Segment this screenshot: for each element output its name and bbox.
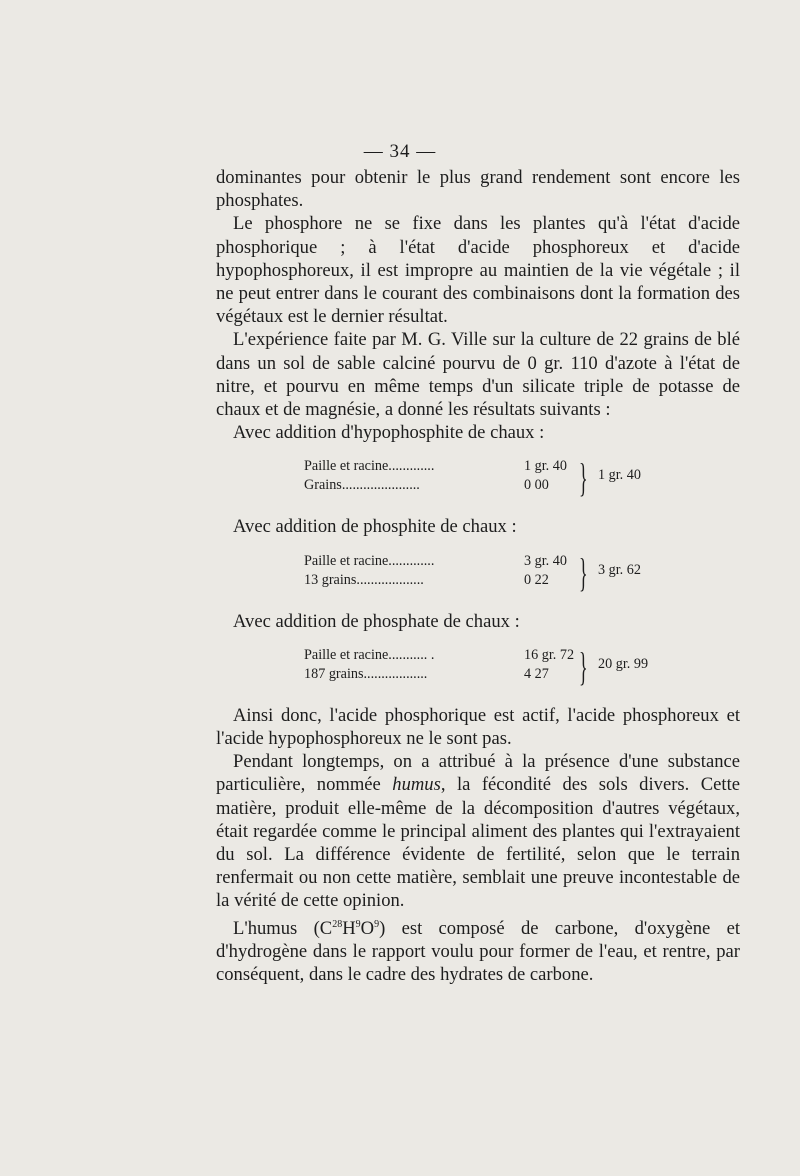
paragraph-4: Avec addition d'hypophosphite de chaux : [233, 422, 545, 444]
paragraph-6: Avec addition de phosphate de chaux : [233, 610, 520, 632]
paragraph-5: Avec addition de phosphite de chaux : [233, 516, 517, 538]
text-segment: Pendant longtemps, on a attribué à la présence d'une substance particulière, nommée [216, 751, 740, 796]
row-label: Grains...................... [304, 477, 420, 494]
paragraph-9 [216, 913, 740, 987]
row-label: Paille et racine............. [304, 458, 435, 475]
row-label: 187 grains.................. [304, 665, 428, 682]
text-segment: O [360, 917, 375, 939]
row-label: Paille et racine........... . [304, 646, 435, 663]
row-label: Paille et racine............. [304, 552, 435, 569]
table-total: 20 gr. 99 [598, 655, 649, 672]
subscript-number: 9 [374, 918, 380, 930]
row-value: 0 00 [524, 477, 549, 494]
paragraph-8 [216, 750, 740, 912]
row-value: 1 gr. 40 [524, 458, 567, 475]
row-value: 4 27 [524, 665, 549, 682]
row-value: 16 gr. 72 [524, 646, 575, 663]
table-row [304, 457, 567, 476]
subscript-number: 28 [332, 918, 343, 930]
subscript-number: 9 [355, 918, 361, 930]
text-segment: L'humus (C [233, 917, 333, 939]
table-row [304, 476, 549, 495]
text-segment: H [342, 917, 356, 939]
paragraph-3: L'expérience faite par M. G. Ville sur la culture de 22 grains de blé dans un sol de sable calciné pourvu de 0 gr. 110 d'azote à l'état de nitre, et pourvu en même temps d'un silicate triple de potasse de chaux et de magnésie, a donné les résultats suivants : [216, 329, 740, 421]
brace-icon: } [579, 643, 588, 689]
table-row [304, 571, 549, 590]
text-segment: ) est composé de carbone, d'oxygène et d'hydrogène dans le rapport voulu pour former de l'eau, et rentre, par conséquent, dans le cadre des hydrates de carbone. [216, 917, 740, 986]
row-value: 0 22 [524, 571, 549, 588]
brace-icon: } [579, 455, 588, 501]
brace-icon: } [579, 549, 588, 595]
row-label: 13 grains................... [304, 571, 424, 588]
paragraph-1: dominantes pour obtenir le plus grand rendement sont encore les phosphates. [216, 167, 740, 212]
table-total: 3 gr. 62 [598, 561, 641, 578]
table-total: 1 gr. 40 [598, 467, 641, 484]
paragraph-7: Ainsi donc, l'acide phosphorique est actif, l'acide phosphoreux et l'acide hypophosphoreux ne le sont pas. [216, 704, 740, 750]
table-row [304, 665, 549, 684]
body-text [216, 166, 740, 986]
results-table-2 [304, 549, 644, 595]
results-table-3 [304, 643, 649, 689]
page-number: — 34 — [363, 141, 437, 162]
row-value: 3 gr. 40 [524, 552, 567, 569]
table-row [304, 646, 575, 665]
text-segment: , la fécondité des sols divers. Cette matière, produit elle-même de la décomposition d'autres végétaux, était regardée comme le principal aliment des plantes qui l'extrayaient du sol. La différence évidente de fertilité, selon que le terrain renfermait ou non cette matière, semblait une preuve incontestable de la vérité de cette opinion. [216, 774, 740, 912]
paragraph-2: Le phosphore ne se fixe dans les plantes qu'à l'état d'acide phosphorique ; à l'état d'acide phosphoreux et d'acide hypophosphoreux, il est impropre au maintien de la vie végétale ; il ne peut entrer dans le courant des combinaisons dont la formation des végétaux est le dernier résultat. [216, 213, 740, 328]
table-row [304, 552, 567, 571]
results-table-1 [304, 457, 644, 499]
emphasis-humus: humus [392, 774, 441, 796]
